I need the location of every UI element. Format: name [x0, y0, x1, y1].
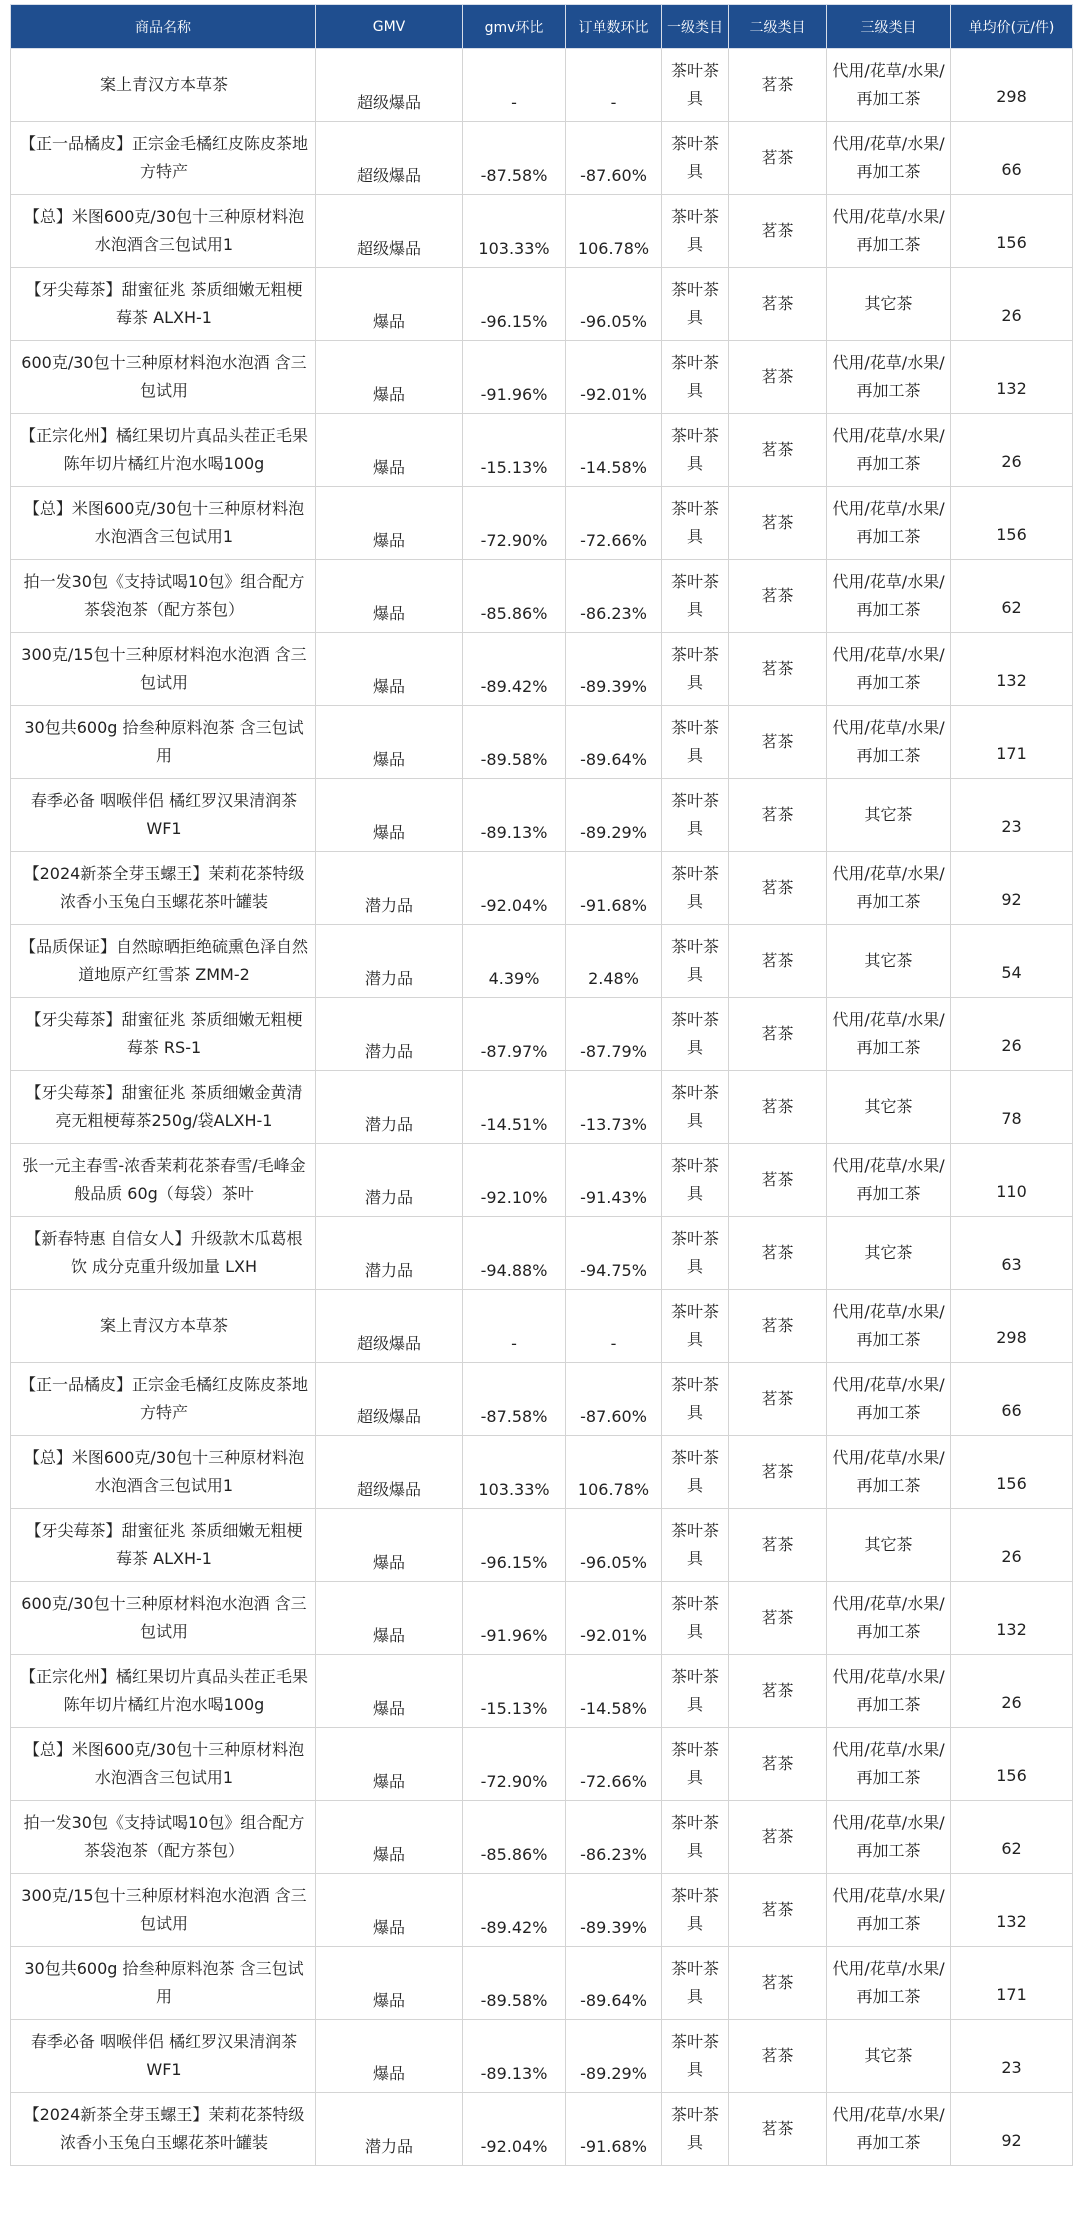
cell-gmv: 潜力品 [316, 1144, 463, 1217]
cell-order-mom: -89.64% [566, 706, 662, 779]
table-row [11, 414, 1073, 487]
cell-product-name: 【正宗化州】橘红果切片真品头茬正毛果陈年切片橘红片泡水喝100g [11, 414, 316, 487]
header-order-mom: 订单数环比 [566, 5, 662, 49]
cell-avg-price: 156 [951, 1436, 1073, 1509]
cell-category-3: 代用/花草/水果/再加工茶 [827, 1947, 951, 2020]
cell-gmv: 潜力品 [316, 852, 463, 925]
cell-order-mom: -86.23% [566, 560, 662, 633]
cell-gmv: 爆品 [316, 1582, 463, 1655]
table-row [11, 1582, 1073, 1655]
cell-product-name: 案上青汉方本草茶 [11, 49, 316, 122]
cell-gmv: 潜力品 [316, 2093, 463, 2166]
table-row [11, 706, 1073, 779]
cell-gmv-mom: -15.13% [463, 1655, 566, 1728]
cell-category-1: 茶叶茶具 [662, 1728, 729, 1801]
cell-product-name: 拍一发30包《支持试喝10包》组合配方茶袋泡茶（配方茶包） [11, 560, 316, 633]
cell-category-3: 代用/花草/水果/再加工茶 [827, 487, 951, 560]
cell-gmv: 潜力品 [316, 925, 463, 998]
cell-order-mom: -89.64% [566, 1947, 662, 2020]
cell-product-name: 30包共600g 拾叁种原料泡茶 含三包试用 [11, 706, 316, 779]
cell-category-3: 代用/花草/水果/再加工茶 [827, 1582, 951, 1655]
cell-avg-price: 63 [951, 1217, 1073, 1290]
table-row [11, 1363, 1073, 1436]
cell-order-mom: -87.79% [566, 998, 662, 1071]
cell-category-2: 茗茶 [729, 195, 827, 268]
cell-gmv-mom: -92.10% [463, 1144, 566, 1217]
cell-category-3: 代用/花草/水果/再加工茶 [827, 1874, 951, 1947]
cell-category-1: 茶叶茶具 [662, 1947, 729, 2020]
cell-gmv: 爆品 [316, 633, 463, 706]
cell-category-3: 代用/花草/水果/再加工茶 [827, 1436, 951, 1509]
cell-order-mom: -72.66% [566, 1728, 662, 1801]
cell-category-3: 其它茶 [827, 2020, 951, 2093]
cell-product-name: 【正宗化州】橘红果切片真品头茬正毛果陈年切片橘红片泡水喝100g [11, 1655, 316, 1728]
cell-category-2: 茗茶 [729, 1728, 827, 1801]
cell-order-mom: -96.05% [566, 1509, 662, 1582]
cell-gmv-mom: -89.58% [463, 706, 566, 779]
cell-gmv: 超级爆品 [316, 195, 463, 268]
cell-avg-price: 156 [951, 487, 1073, 560]
cell-product-name: 【正一品橘皮】正宗金毛橘红皮陈皮茶地方特产 [11, 122, 316, 195]
cell-gmv: 爆品 [316, 341, 463, 414]
cell-avg-price: 54 [951, 925, 1073, 998]
cell-category-1: 茶叶茶具 [662, 560, 729, 633]
cell-order-mom: -72.66% [566, 487, 662, 560]
cell-gmv-mom: -91.96% [463, 341, 566, 414]
cell-category-2: 茗茶 [729, 706, 827, 779]
header-category-1: 一级类目 [662, 5, 729, 49]
cell-category-2: 茗茶 [729, 1071, 827, 1144]
cell-category-1: 茶叶茶具 [662, 268, 729, 341]
cell-avg-price: 26 [951, 268, 1073, 341]
cell-avg-price: 26 [951, 998, 1073, 1071]
cell-gmv-mom: -89.42% [463, 633, 566, 706]
cell-order-mom: -13.73% [566, 1071, 662, 1144]
table-row [11, 925, 1073, 998]
cell-category-2: 茗茶 [729, 1582, 827, 1655]
cell-avg-price: 92 [951, 2093, 1073, 2166]
table-row [11, 1144, 1073, 1217]
cell-gmv-mom: 103.33% [463, 1436, 566, 1509]
cell-gmv: 爆品 [316, 706, 463, 779]
cell-category-3: 代用/花草/水果/再加工茶 [827, 1363, 951, 1436]
cell-category-2: 茗茶 [729, 852, 827, 925]
cell-gmv-mom: - [463, 1290, 566, 1363]
cell-order-mom: -92.01% [566, 341, 662, 414]
cell-gmv: 爆品 [316, 1801, 463, 1874]
cell-avg-price: 62 [951, 1801, 1073, 1874]
cell-gmv: 潜力品 [316, 998, 463, 1071]
cell-category-3: 代用/花草/水果/再加工茶 [827, 633, 951, 706]
cell-category-2: 茗茶 [729, 1144, 827, 1217]
cell-gmv-mom: -89.13% [463, 779, 566, 852]
table-row [11, 1655, 1073, 1728]
cell-category-1: 茶叶茶具 [662, 633, 729, 706]
cell-category-2: 茗茶 [729, 268, 827, 341]
cell-order-mom: -91.68% [566, 2093, 662, 2166]
cell-gmv: 爆品 [316, 560, 463, 633]
cell-avg-price: 62 [951, 560, 1073, 633]
cell-category-3: 其它茶 [827, 1509, 951, 1582]
cell-product-name: 【牙尖莓茶】甜蜜征兆 茶质细嫩无粗梗莓茶 RS-1 [11, 998, 316, 1071]
cell-category-3: 代用/花草/水果/再加工茶 [827, 49, 951, 122]
cell-category-1: 茶叶茶具 [662, 414, 729, 487]
cell-order-mom: -14.58% [566, 414, 662, 487]
cell-order-mom: 2.48% [566, 925, 662, 998]
cell-gmv-mom: -15.13% [463, 414, 566, 487]
cell-category-3: 代用/花草/水果/再加工茶 [827, 195, 951, 268]
cell-category-2: 茗茶 [729, 2020, 827, 2093]
cell-category-1: 茶叶茶具 [662, 1582, 729, 1655]
cell-order-mom: -89.39% [566, 633, 662, 706]
cell-category-2: 茗茶 [729, 633, 827, 706]
cell-category-1: 茶叶茶具 [662, 1874, 729, 1947]
cell-category-1: 茶叶茶具 [662, 1655, 729, 1728]
cell-category-2: 茗茶 [729, 560, 827, 633]
cell-category-3: 代用/花草/水果/再加工茶 [827, 560, 951, 633]
cell-avg-price: 92 [951, 852, 1073, 925]
cell-category-3: 代用/花草/水果/再加工茶 [827, 998, 951, 1071]
cell-product-name: 30包共600g 拾叁种原料泡茶 含三包试用 [11, 1947, 316, 2020]
table-row [11, 2020, 1073, 2093]
cell-gmv: 爆品 [316, 1947, 463, 2020]
cell-category-3: 代用/花草/水果/再加工茶 [827, 1655, 951, 1728]
cell-category-1: 茶叶茶具 [662, 852, 729, 925]
table-row [11, 195, 1073, 268]
cell-category-2: 茗茶 [729, 1947, 827, 2020]
cell-category-1: 茶叶茶具 [662, 998, 729, 1071]
cell-category-2: 茗茶 [729, 122, 827, 195]
cell-gmv-mom: - [463, 49, 566, 122]
cell-product-name: 【新春特惠 自信女人】升级款木瓜葛根饮 成分克重升级加量 LXH [11, 1217, 316, 1290]
cell-category-3: 代用/花草/水果/再加工茶 [827, 341, 951, 414]
cell-gmv-mom: -87.58% [463, 122, 566, 195]
cell-product-name: 张一元主春雪-浓香茉莉花茶春雪/毛峰金般品质 60g（每袋）茶叶 [11, 1144, 316, 1217]
cell-category-1: 茶叶茶具 [662, 122, 729, 195]
cell-gmv-mom: -14.51% [463, 1071, 566, 1144]
cell-category-1: 茶叶茶具 [662, 925, 729, 998]
cell-product-name: 600克/30包十三种原材料泡水泡酒 含三包试用 [11, 1582, 316, 1655]
cell-gmv-mom: -92.04% [463, 852, 566, 925]
cell-product-name: 【品质保证】自然晾晒拒绝硫熏色泽自然道地原产红雪茶 ZMM-2 [11, 925, 316, 998]
cell-category-3: 代用/花草/水果/再加工茶 [827, 852, 951, 925]
table-row [11, 1436, 1073, 1509]
cell-gmv-mom: 4.39% [463, 925, 566, 998]
cell-gmv-mom: -85.86% [463, 1801, 566, 1874]
cell-gmv-mom: -72.90% [463, 1728, 566, 1801]
header-category-2: 二级类目 [729, 5, 827, 49]
cell-category-2: 茗茶 [729, 487, 827, 560]
cell-category-1: 茶叶茶具 [662, 1071, 729, 1144]
cell-category-3: 其它茶 [827, 1071, 951, 1144]
cell-category-2: 茗茶 [729, 925, 827, 998]
table-row [11, 1217, 1073, 1290]
cell-product-name: 【总】米图600克/30包十三种原材料泡水泡酒含三包试用1 [11, 487, 316, 560]
cell-category-2: 茗茶 [729, 1874, 827, 1947]
cell-avg-price: 66 [951, 1363, 1073, 1436]
table-row [11, 1728, 1073, 1801]
cell-avg-price: 132 [951, 1582, 1073, 1655]
cell-gmv: 潜力品 [316, 1217, 463, 1290]
cell-order-mom: -89.39% [566, 1874, 662, 1947]
cell-avg-price: 23 [951, 2020, 1073, 2093]
cell-product-name: 【2024新茶全芽玉螺王】茉莉花茶特级浓香小玉兔白玉螺花茶叶罐装 [11, 852, 316, 925]
table-row [11, 633, 1073, 706]
cell-category-3: 其它茶 [827, 779, 951, 852]
cell-gmv-mom: -89.13% [463, 2020, 566, 2093]
cell-product-name: 【总】米图600克/30包十三种原材料泡水泡酒含三包试用1 [11, 195, 316, 268]
cell-gmv: 超级爆品 [316, 122, 463, 195]
cell-gmv: 爆品 [316, 1509, 463, 1582]
cell-category-2: 茗茶 [729, 998, 827, 1071]
cell-order-mom: -91.43% [566, 1144, 662, 1217]
cell-order-mom: - [566, 49, 662, 122]
cell-avg-price: 110 [951, 1144, 1073, 1217]
table-body [11, 49, 1073, 2166]
table-row [11, 487, 1073, 560]
cell-avg-price: 26 [951, 1509, 1073, 1582]
cell-order-mom: -91.68% [566, 852, 662, 925]
cell-order-mom: -92.01% [566, 1582, 662, 1655]
cell-gmv: 超级爆品 [316, 1363, 463, 1436]
cell-gmv-mom: 103.33% [463, 195, 566, 268]
cell-category-1: 茶叶茶具 [662, 1801, 729, 1874]
cell-product-name: 【牙尖莓茶】甜蜜征兆 茶质细嫩金黄清亮无粗梗莓茶250g/袋ALXH-1 [11, 1071, 316, 1144]
cell-product-name: 【总】米图600克/30包十三种原材料泡水泡酒含三包试用1 [11, 1728, 316, 1801]
table-row [11, 779, 1073, 852]
cell-product-name: 案上青汉方本草茶 [11, 1290, 316, 1363]
header-gmv-mom: gmv环比 [463, 5, 566, 49]
header-row [11, 5, 1073, 49]
cell-category-3: 代用/花草/水果/再加工茶 [827, 1290, 951, 1363]
cell-avg-price: 132 [951, 1874, 1073, 1947]
cell-gmv: 爆品 [316, 779, 463, 852]
cell-avg-price: 78 [951, 1071, 1073, 1144]
cell-category-3: 其它茶 [827, 1217, 951, 1290]
cell-avg-price: 156 [951, 1728, 1073, 1801]
cell-order-mom: -89.29% [566, 779, 662, 852]
table-row [11, 1947, 1073, 2020]
cell-category-2: 茗茶 [729, 1217, 827, 1290]
cell-category-3: 其它茶 [827, 268, 951, 341]
cell-order-mom: -14.58% [566, 1655, 662, 1728]
cell-product-name: 300克/15包十三种原材料泡水泡酒 含三包试用 [11, 633, 316, 706]
table-row [11, 341, 1073, 414]
cell-category-3: 代用/花草/水果/再加工茶 [827, 706, 951, 779]
cell-product-name: 【总】米图600克/30包十三种原材料泡水泡酒含三包试用1 [11, 1436, 316, 1509]
cell-gmv-mom: -87.97% [463, 998, 566, 1071]
table-row [11, 1290, 1073, 1363]
cell-order-mom: - [566, 1290, 662, 1363]
cell-gmv-mom: -89.42% [463, 1874, 566, 1947]
cell-category-2: 茗茶 [729, 341, 827, 414]
cell-gmv-mom: -96.15% [463, 1509, 566, 1582]
table-row [11, 49, 1073, 122]
cell-avg-price: 23 [951, 779, 1073, 852]
cell-category-1: 茶叶茶具 [662, 779, 729, 852]
cell-category-1: 茶叶茶具 [662, 2020, 729, 2093]
table-row [11, 2093, 1073, 2166]
cell-avg-price: 26 [951, 414, 1073, 487]
cell-gmv-mom: -72.90% [463, 487, 566, 560]
table-row [11, 1509, 1073, 1582]
table-header [11, 5, 1073, 49]
cell-gmv-mom: -92.04% [463, 2093, 566, 2166]
cell-category-3: 代用/花草/水果/再加工茶 [827, 122, 951, 195]
table-row [11, 1874, 1073, 1947]
header-gmv: GMV [316, 5, 463, 49]
cell-product-name: 春季必备 咽喉伴侣 橘红罗汉果清润茶 WF1 [11, 2020, 316, 2093]
cell-category-1: 茶叶茶具 [662, 1144, 729, 1217]
cell-gmv: 爆品 [316, 268, 463, 341]
cell-product-name: 【正一品橘皮】正宗金毛橘红皮陈皮茶地方特产 [11, 1363, 316, 1436]
cell-category-2: 茗茶 [729, 1436, 827, 1509]
cell-category-1: 茶叶茶具 [662, 1363, 729, 1436]
table-row [11, 998, 1073, 1071]
cell-avg-price: 132 [951, 633, 1073, 706]
cell-category-1: 茶叶茶具 [662, 1217, 729, 1290]
cell-avg-price: 171 [951, 1947, 1073, 2020]
cell-gmv: 爆品 [316, 1874, 463, 1947]
header-avg-price: 单均价(元/件) [951, 5, 1073, 49]
cell-avg-price: 156 [951, 195, 1073, 268]
header-product-name: 商品名称 [11, 5, 316, 49]
cell-gmv-mom: -96.15% [463, 268, 566, 341]
cell-category-1: 茶叶茶具 [662, 487, 729, 560]
table-row [11, 122, 1073, 195]
cell-gmv-mom: -87.58% [463, 1363, 566, 1436]
cell-category-1: 茶叶茶具 [662, 706, 729, 779]
cell-order-mom: 106.78% [566, 1436, 662, 1509]
cell-product-name: 【牙尖莓茶】甜蜜征兆 茶质细嫩无粗梗莓茶 ALXH-1 [11, 1509, 316, 1582]
cell-category-3: 代用/花草/水果/再加工茶 [827, 1728, 951, 1801]
cell-order-mom: -87.60% [566, 1363, 662, 1436]
cell-category-3: 代用/花草/水果/再加工茶 [827, 1801, 951, 1874]
cell-avg-price: 132 [951, 341, 1073, 414]
cell-category-3: 代用/花草/水果/再加工茶 [827, 2093, 951, 2166]
table-row [11, 560, 1073, 633]
cell-product-name: 拍一发30包《支持试喝10包》组合配方茶袋泡茶（配方茶包） [11, 1801, 316, 1874]
cell-gmv-mom: -94.88% [463, 1217, 566, 1290]
cell-product-name: 【牙尖莓茶】甜蜜征兆 茶质细嫩无粗梗莓茶 ALXH-1 [11, 268, 316, 341]
cell-category-2: 茗茶 [729, 49, 827, 122]
cell-category-1: 茶叶茶具 [662, 1509, 729, 1582]
cell-category-1: 茶叶茶具 [662, 2093, 729, 2166]
cell-gmv: 超级爆品 [316, 1436, 463, 1509]
cell-category-2: 茗茶 [729, 1290, 827, 1363]
cell-gmv-mom: -85.86% [463, 560, 566, 633]
cell-category-2: 茗茶 [729, 1509, 827, 1582]
cell-avg-price: 66 [951, 122, 1073, 195]
cell-gmv: 潜力品 [316, 1071, 463, 1144]
cell-gmv: 爆品 [316, 414, 463, 487]
table-row [11, 1801, 1073, 1874]
cell-category-1: 茶叶茶具 [662, 1290, 729, 1363]
cell-category-3: 其它茶 [827, 925, 951, 998]
cell-category-3: 代用/花草/水果/再加工茶 [827, 1144, 951, 1217]
cell-category-2: 茗茶 [729, 1801, 827, 1874]
cell-avg-price: 171 [951, 706, 1073, 779]
table-row [11, 268, 1073, 341]
cell-order-mom: 106.78% [566, 195, 662, 268]
cell-category-2: 茗茶 [729, 2093, 827, 2166]
header-category-3: 三级类目 [827, 5, 951, 49]
cell-gmv-mom: -91.96% [463, 1582, 566, 1655]
cell-category-1: 茶叶茶具 [662, 1436, 729, 1509]
table-row [11, 852, 1073, 925]
cell-avg-price: 26 [951, 1655, 1073, 1728]
cell-category-2: 茗茶 [729, 414, 827, 487]
cell-gmv: 爆品 [316, 487, 463, 560]
cell-order-mom: -94.75% [566, 1217, 662, 1290]
cell-category-2: 茗茶 [729, 1655, 827, 1728]
cell-category-1: 茶叶茶具 [662, 195, 729, 268]
cell-category-1: 茶叶茶具 [662, 49, 729, 122]
cell-order-mom: -89.29% [566, 2020, 662, 2093]
table-row [11, 1071, 1073, 1144]
cell-avg-price: 298 [951, 49, 1073, 122]
cell-gmv-mom: -89.58% [463, 1947, 566, 2020]
cell-product-name: 600克/30包十三种原材料泡水泡酒 含三包试用 [11, 341, 316, 414]
cell-gmv: 爆品 [316, 2020, 463, 2093]
cell-product-name: 春季必备 咽喉伴侣 橘红罗汉果清润茶 WF1 [11, 779, 316, 852]
cell-gmv: 超级爆品 [316, 49, 463, 122]
cell-category-3: 代用/花草/水果/再加工茶 [827, 414, 951, 487]
cell-gmv: 爆品 [316, 1728, 463, 1801]
cell-order-mom: -86.23% [566, 1801, 662, 1874]
cell-avg-price: 298 [951, 1290, 1073, 1363]
cell-category-2: 茗茶 [729, 1363, 827, 1436]
cell-gmv: 超级爆品 [316, 1290, 463, 1363]
cell-gmv: 爆品 [316, 1655, 463, 1728]
cell-product-name: 【2024新茶全芽玉螺王】茉莉花茶特级浓香小玉兔白玉螺花茶叶罐装 [11, 2093, 316, 2166]
product-table [10, 4, 1073, 2166]
cell-order-mom: -87.60% [566, 122, 662, 195]
cell-category-1: 茶叶茶具 [662, 341, 729, 414]
cell-order-mom: -96.05% [566, 268, 662, 341]
cell-category-2: 茗茶 [729, 779, 827, 852]
cell-product-name: 300克/15包十三种原材料泡水泡酒 含三包试用 [11, 1874, 316, 1947]
